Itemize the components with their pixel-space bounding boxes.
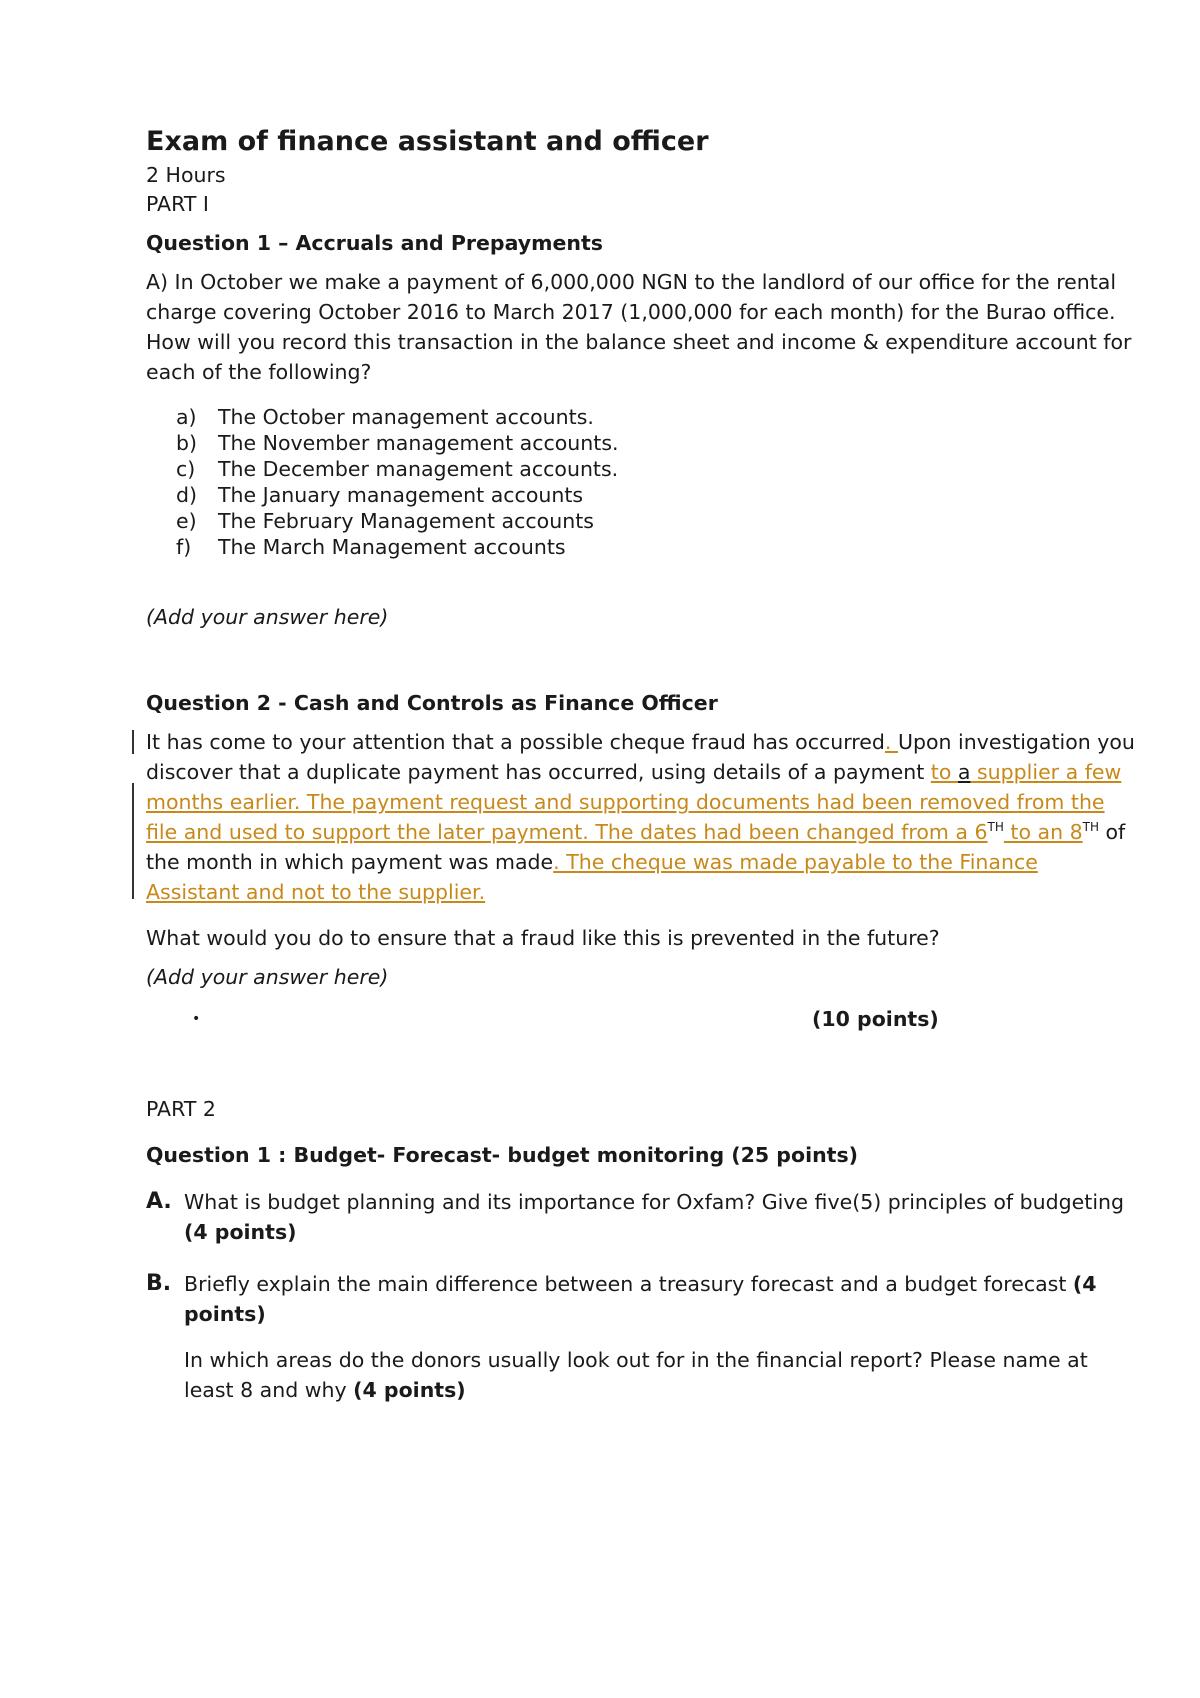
change-bar [132,730,134,754]
change-bar [132,783,134,899]
part1-q2-paragraph: It has come to your attention that a possible cheque fraud has occurred. Upon investigation you discover that a duplicate payment has occurred, using details of a payment to a supplier a few months earlier. The payment request and supporting documents had been removed from the file and used to support the later payment. The dates had been changed from a 6TH to an 8TH of the month in which payment was made. The cheque was made payable to the Finance Assistant and not to the supplier. [146,730,1135,904]
bullet-icon: • [192,1011,201,1027]
exam-duration: 2 Hours [146,163,226,187]
part-2-label: PART 2 [146,1097,216,1121]
part1-q1-answer-placeholder[interactable]: (Add your answer here) [146,605,389,629]
part1-q2-answer-placeholder[interactable]: (Add your answer here) [146,965,389,989]
list-item: c) The December management accounts. [176,457,619,481]
list-item: b) The November management accounts. [176,431,619,455]
part1-q1-list [146,404,1136,560]
exam-title: Exam of finance assistant and officer [146,126,709,157]
part2-q1-item-a: A. What is budget planning and its importance for Oxfam? Give five(5) principles of budgeting (4 points) [146,1187,1136,1247]
list-item: a) The October management accounts. [176,405,594,429]
list-item: e) The February Management accounts [176,509,594,533]
part1-q1-prompt: A) In October we make a payment of 6,000,000 NGN to the landlord of our office for the rental charge covering October 2016 to March 2017 (1,000,000 for each month) for the Burao office. How will you record this transaction in the balance sheet and income & expenditure account for each of the following? [146,270,1132,384]
part2-q1-heading: Question 1 : Budget- Forecast- budget monitoring (25 points) [146,1143,859,1167]
part2-q1-item-b: B. Briefly explain the main difference between a treasury forecast and a budget forecast (4 points) [146,1269,1136,1329]
item-label: B. [146,1271,172,1296]
part-1-label: PART I [146,192,209,216]
part2-q1-item-c: In which areas do the donors usually look out for in the financial report? Please name at least 8 and why (4 points) [184,1348,1088,1402]
item-label: A. [146,1189,172,1214]
part1-q2-scenario [146,727,1136,907]
part1-q2-heading: Question 2 - Cash and Controls as Finance Officer [146,691,718,715]
part1-q2-question: What would you do to ensure that a fraud like this is prevented in the future? [146,926,940,950]
list-item: d) The January management accounts [176,483,584,507]
part1-q2-answer-bullet-row [146,1004,1136,1034]
part1-q1-heading: Question 1 – Accruals and Prepayments [146,231,604,255]
list-item: f) The March Management accounts [176,535,566,559]
document-page [146,125,1136,1405]
part1-q2-points: (10 points) [812,1007,939,1031]
